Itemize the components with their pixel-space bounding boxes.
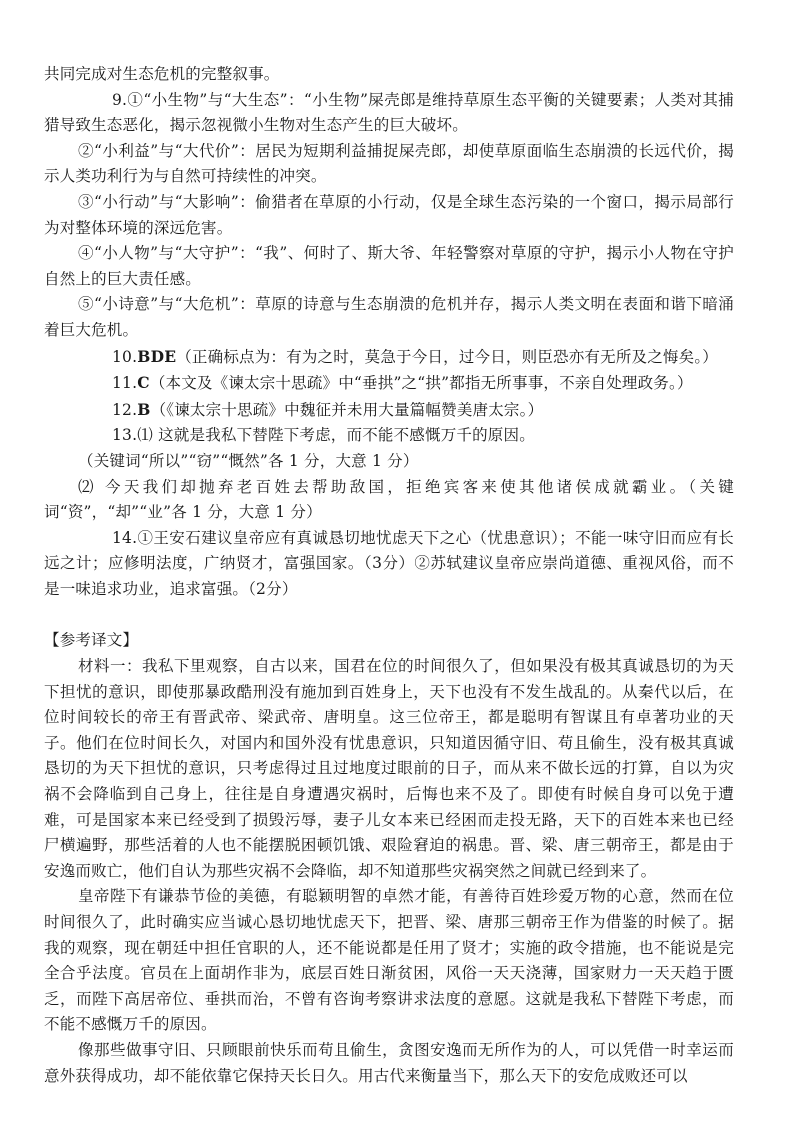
q13-part-2: ⑵ 今天我们却抛弃老百姓去帮助敌国，拒绝宾客来使其他诸侯成就霸业。（关键词“资”，“却”“业”各 1 分，大意 1 分） [44, 477, 734, 522]
q12-answer [44, 397, 734, 424]
q13-number: 13. [112, 426, 138, 445]
q13-part-1-text: ⑴ 这就是我私下替陛下考虑，而不能不感慨万千的原因。 [137, 426, 535, 445]
q12-explanation: （《谏太宗十思疏》中魏征并未用大量篇幅赞美唐太宗。） [150, 400, 544, 419]
q9-item-1 [44, 88, 734, 139]
q14-number: 14. [112, 528, 138, 547]
q11-number: 11. [112, 374, 138, 393]
translation-paragraph-2: 皇帝陛下有谦恭节俭的美德，有聪颖明智的卓然才能，有善待百姓珍爱万物的心意，然而在位时间很久了，此时确实应当诚心恳切地忧虑天下，把晋、梁、唐那三朝帝王作为借鉴的时候了。据我的观察，现在朝廷中担任官职的人，还不能说都是任用了贤才；实施的政令措施，也不能说是完全合乎法度。官员在上面胡作非为，底层百姓日渐贫困，风俗一天天浇薄，国家财力一天天趋于匮乏，而陛下高居帝位、垂拱而治，不曾有咨询考察讲求法度的意愿。这就是我私下替陛下考虑，而不能不感慨万千的原因。 [44, 887, 734, 1034]
q11-explanation: （本文及《谏太宗十思疏》中“垂拱”之“拱”都指无所事事，不亲自处理政务。） [149, 374, 693, 393]
q9-item-1-text: ①“小生物”与“大生态”：“小生物”屎壳郎是维持草原生态平衡的关键要素；人类对其捕猎导致生态恶化，揭示忽视微小生物对生态产生的巨大破坏。 [44, 90, 734, 135]
section-gap [44, 602, 734, 628]
q9-item-3: ③“小行动”与“大影响”：偷猎者在草原的小行动，仅是全球生态污染的一个窗口，揭示局部行为对整体环境的深远危害。 [44, 192, 734, 237]
q10-explanation: （正确标点为：有为之时，莫急于今日，过今日，则臣恐亦有无所及之悔矣。） [176, 347, 718, 366]
q10-answer [44, 344, 734, 371]
line-intro: 共同完成对生态危机的完整叙事。 [44, 65, 280, 83]
q13-part-1-note: （关键词“所以”“窃”“慨然”各 1 分，大意 1 分） [78, 451, 419, 470]
q12-number: 12. [112, 400, 138, 419]
q9-item-5: ⑤“小诗意”与“大危机”：草原的诗意与生态崩溃的危机并存，揭示人类文明在表面和谐下暗涌着巨大危机。 [44, 295, 734, 339]
translation-paragraph-3: 像那些做事守旧、只顾眼前快乐而苟且偷生，贪图安逸而无所作为的人，可以凭借一时幸运而意外获得成功，却不能依靠它保持天长日久。用古代来衡量当下，那么天下的安危成败还可以 [44, 1040, 734, 1085]
q12-choice: B [137, 399, 151, 419]
q9-number: 9. [112, 90, 128, 109]
q10-choice: BDE [137, 346, 177, 366]
q9-item-2: ②“小利益”与“大代价”：居民为短期利益捕捉屎壳郎，却使草原面临生态崩溃的长远代价，揭示人类功利行为与自然可持续性的冲突。 [44, 141, 734, 186]
translation-heading: 【参考译文】 [44, 631, 139, 650]
q11-choice: C [137, 373, 150, 393]
q13-part-1 [44, 423, 734, 449]
q10-number: 10. [112, 347, 138, 366]
q11-answer [44, 370, 734, 397]
answer-page [44, 62, 734, 1089]
translation-paragraph-1: 材料一：我私下里观察，自古以来，国君在位的时间很久了，但如果没有极其真诚恳切的为天下担忧的意识，即使那暴政酷刑没有施加到百姓身上，天下也没有不发生战乱的。从秦代以后，在位时间较长的帝王有晋武帝、梁武帝、唐明皇。这三位帝王，都是聪明有智谋且有卓著功业的天子。他们在位时间长久，对国内和国外没有忧患意识，只知道因循守旧、苟且偷生，没有极其真诚恳切的为天下担忧的意识，只考虑得过且过地度过眼前的日子，而从来不做长远的打算，自以为灾祸不会降临到自己身上，往往是自身遭遇灾祸时，后悔也来不及了。即使有时候自身可以免于遭难，可是国家本来已经受到了损毁污辱，妻子儿女本来已经困而走投无路，天下的百姓本来也已经尸横遍野，那些活着的人也不能摆脱困顿饥饿、艰险窘迫的祸患。晋、梁、唐三朝帝王，都是由于安逸而败亡，他们自认为那些灾祸不会降临，却不知道那些灾祸突然之间就已经到来了。 [44, 657, 734, 880]
q14-answer [44, 526, 734, 603]
q9-item-4: ④“小人物”与“大守护”：“我”、何时了、斯大爷、年轻警察对草原的守护，揭示小人物在守护自然上的巨大责任感。 [44, 244, 734, 288]
q14-text: ①王安石建议皇帝应有真诚恳切地忧虑天下之心（忧患意识）；不能一味守旧而应有长远之计；应修明法度，广纳贤才，富强国家。（3分）②苏轼建议皇帝应崇尚道德、重视风俗，而不是一味追求功业，追求富强。（2分） [44, 528, 734, 598]
